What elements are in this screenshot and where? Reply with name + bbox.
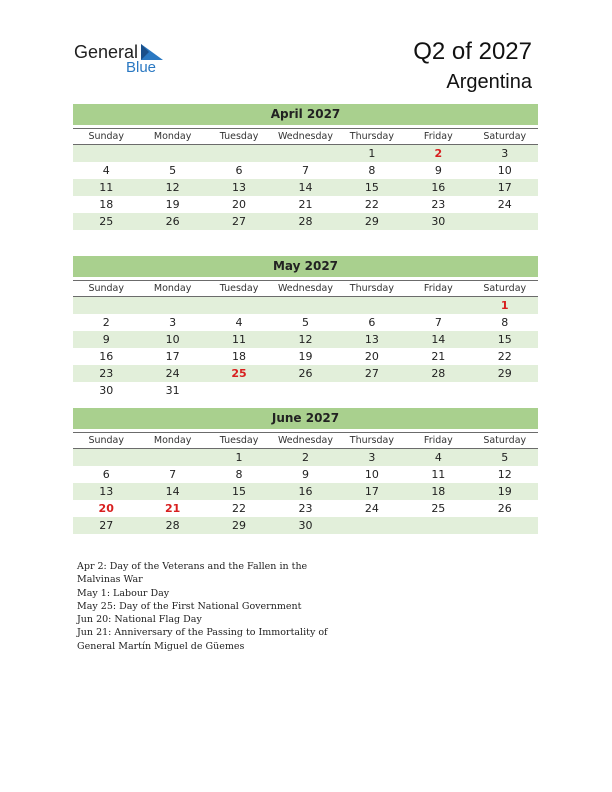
day-cell [405, 382, 471, 399]
weekday-label: Wednesday [277, 435, 333, 446]
day-cell: 26 [165, 215, 180, 228]
day-cell: 3 [501, 147, 509, 160]
week-row [73, 500, 538, 517]
holiday-day-cell: 2 [434, 147, 443, 160]
weekday-label: Wednesday [277, 131, 333, 142]
generalblue-logo [74, 42, 174, 78]
day-cell: 8 [501, 316, 509, 329]
day-cell: 15 [364, 181, 379, 194]
day-cell [73, 297, 139, 314]
day-cell: 22 [497, 350, 512, 363]
day-cell: 11 [99, 181, 114, 194]
day-cell [73, 145, 139, 162]
weekday-label: Wednesday [277, 283, 333, 294]
day-cell: 3 [169, 316, 177, 329]
day-cell [139, 449, 205, 466]
day-cell: 11 [232, 333, 247, 346]
weekday-label: Saturday [483, 283, 527, 294]
day-cell: 25 [99, 215, 114, 228]
month-title: April 2027 [73, 104, 538, 125]
logo-triangle-icon [141, 44, 163, 60]
day-cell: 24 [497, 198, 512, 211]
day-cell: 7 [169, 468, 177, 481]
day-cell: 31 [165, 384, 180, 397]
day-cell: 20 [232, 198, 247, 211]
day-cell: 8 [368, 164, 376, 177]
day-cell: 19 [165, 198, 180, 211]
day-cell: 5 [301, 316, 309, 329]
day-cell: 6 [235, 164, 243, 177]
day-cell: 15 [497, 333, 512, 346]
weekday-label: Monday [153, 283, 192, 294]
day-cell [472, 517, 538, 534]
week-row [73, 179, 538, 196]
day-cell: 19 [497, 485, 512, 498]
day-cell: 10 [165, 333, 180, 346]
day-cell: 12 [497, 468, 512, 481]
weekday-label: Sunday [88, 283, 124, 294]
page-title: Q2 of 2027 [413, 38, 532, 65]
day-cell: 18 [431, 485, 446, 498]
month-calendar [73, 104, 538, 230]
day-cell: 16 [99, 350, 114, 363]
day-cell: 27 [232, 215, 247, 228]
day-cell: 28 [431, 367, 446, 380]
day-cell: 12 [165, 181, 180, 194]
day-cell: 15 [232, 485, 247, 498]
day-cell: 29 [497, 367, 512, 380]
weekday-label: Sunday [88, 131, 124, 142]
day-cell: 4 [434, 451, 442, 464]
day-cell: 30 [431, 215, 446, 228]
day-cell: 23 [99, 367, 114, 380]
weekday-label: Friday [423, 131, 453, 142]
day-cell: 24 [165, 367, 180, 380]
day-cell: 7 [434, 316, 442, 329]
month-calendar [73, 256, 538, 399]
day-cell: 9 [102, 333, 110, 346]
weekday-label: Thursday [349, 435, 394, 446]
day-cell [405, 297, 471, 314]
day-cell: 10 [364, 468, 379, 481]
day-cell [272, 382, 338, 399]
weekday-label: Sunday [88, 435, 124, 446]
holiday-note: Jun 20: National Flag Day [77, 614, 202, 626]
day-cell: 21 [431, 350, 446, 363]
day-cell: 2 [301, 451, 309, 464]
weekday-header-row [73, 128, 538, 145]
month-title: May 2027 [73, 256, 538, 277]
day-cell: 7 [301, 164, 309, 177]
day-cell: 22 [364, 198, 379, 211]
weekday-header-row [73, 280, 538, 297]
holiday-day-cell: 20 [98, 502, 114, 515]
day-cell: 13 [364, 333, 379, 346]
week-row [73, 145, 538, 162]
day-cell: 29 [232, 519, 247, 532]
day-cell: 28 [298, 215, 313, 228]
day-cell: 9 [434, 164, 442, 177]
week-row [73, 297, 538, 314]
day-cell [73, 449, 139, 466]
week-row [73, 483, 538, 500]
day-cell [139, 145, 205, 162]
week-row [73, 196, 538, 213]
day-cell: 21 [298, 198, 313, 211]
holiday-day-cell: 21 [164, 502, 181, 515]
day-cell: 12 [298, 333, 313, 346]
day-cell: 16 [431, 181, 446, 194]
day-cell [339, 382, 405, 399]
day-cell: 5 [169, 164, 177, 177]
day-cell [472, 382, 538, 399]
day-cell: 19 [298, 350, 313, 363]
week-row [73, 382, 538, 399]
day-cell [272, 145, 338, 162]
day-cell: 26 [298, 367, 313, 380]
day-cell: 10 [497, 164, 512, 177]
holiday-day-cell: 1 [500, 299, 509, 312]
weekday-label: Friday [423, 435, 453, 446]
day-cell: 24 [364, 502, 379, 515]
day-cell: 9 [301, 468, 309, 481]
week-row [73, 348, 538, 365]
day-cell: 26 [497, 502, 512, 515]
day-cell: 29 [364, 215, 379, 228]
day-cell: 30 [99, 384, 114, 397]
week-row [73, 517, 538, 534]
day-cell: 17 [165, 350, 180, 363]
day-cell: 28 [165, 519, 180, 532]
day-cell: 8 [235, 468, 243, 481]
day-cell: 14 [298, 181, 313, 194]
day-cell: 5 [501, 451, 509, 464]
day-cell: 17 [364, 485, 379, 498]
day-cell [206, 382, 272, 399]
day-cell [206, 145, 272, 162]
holiday-notes [77, 560, 337, 653]
logo-word-blue: Blue [126, 59, 157, 76]
holiday-note: May 1: Labour Day [77, 587, 170, 599]
day-cell: 23 [298, 502, 313, 515]
week-row [73, 331, 538, 348]
country-name: Argentina [446, 71, 532, 93]
day-cell: 1 [235, 451, 243, 464]
day-cell [272, 297, 338, 314]
week-row [73, 213, 538, 230]
weekday-header-row [73, 432, 538, 449]
day-cell: 22 [232, 502, 247, 515]
day-cell: 1 [368, 147, 376, 160]
week-row [73, 449, 538, 466]
day-cell: 4 [102, 164, 110, 177]
day-cell: 6 [102, 468, 110, 481]
day-cell: 27 [364, 367, 379, 380]
day-cell: 17 [497, 181, 512, 194]
day-cell: 30 [298, 519, 313, 532]
holiday-note: Apr 2: Day of the Veterans and the Fallen in the [77, 561, 308, 572]
holiday-note: May 25: Day of the First National Government [77, 600, 302, 612]
day-cell [472, 213, 538, 230]
day-cell [339, 517, 405, 534]
week-row [73, 365, 538, 382]
day-cell: 2 [102, 316, 110, 329]
holiday-note: Jun 21: Anniversary of the Passing to Immortality of [77, 627, 328, 639]
day-cell: 13 [232, 181, 247, 194]
day-cell: 14 [165, 485, 180, 498]
day-cell: 25 [431, 502, 446, 515]
week-row [73, 466, 538, 483]
weekday-label: Tuesday [219, 283, 259, 294]
month-title: June 2027 [73, 408, 538, 429]
day-cell [206, 297, 272, 314]
day-cell: 23 [431, 198, 446, 211]
day-cell [405, 517, 471, 534]
weekday-label: Saturday [483, 131, 527, 142]
holiday-day-cell: 25 [231, 367, 247, 380]
month-calendar [73, 408, 538, 534]
day-cell: 16 [298, 485, 313, 498]
weekday-label: Tuesday [219, 435, 259, 446]
weekday-label: Saturday [483, 435, 527, 446]
day-cell: 11 [431, 468, 446, 481]
week-row [73, 314, 538, 331]
day-cell: 4 [235, 316, 243, 329]
logo-word-general: General [74, 42, 139, 62]
week-row [73, 162, 538, 179]
day-cell: 27 [99, 519, 114, 532]
weekday-label: Tuesday [219, 131, 259, 142]
day-cell: 14 [431, 333, 446, 346]
day-cell: 13 [99, 485, 114, 498]
weekday-label: Monday [153, 435, 192, 446]
weekday-label: Thursday [349, 131, 394, 142]
holiday-note: Malvinas War [77, 574, 143, 586]
holiday-note: General Martín Miguel de Güemes [77, 640, 245, 652]
day-cell [139, 297, 205, 314]
weekday-label: Friday [423, 283, 453, 294]
weekday-label: Thursday [349, 283, 394, 294]
weekday-label: Monday [153, 131, 192, 142]
day-cell: 3 [368, 451, 376, 464]
day-cell [339, 297, 405, 314]
day-cell: 6 [368, 316, 376, 329]
day-cell: 18 [232, 350, 247, 363]
day-cell: 20 [364, 350, 379, 363]
day-cell: 18 [99, 198, 114, 211]
